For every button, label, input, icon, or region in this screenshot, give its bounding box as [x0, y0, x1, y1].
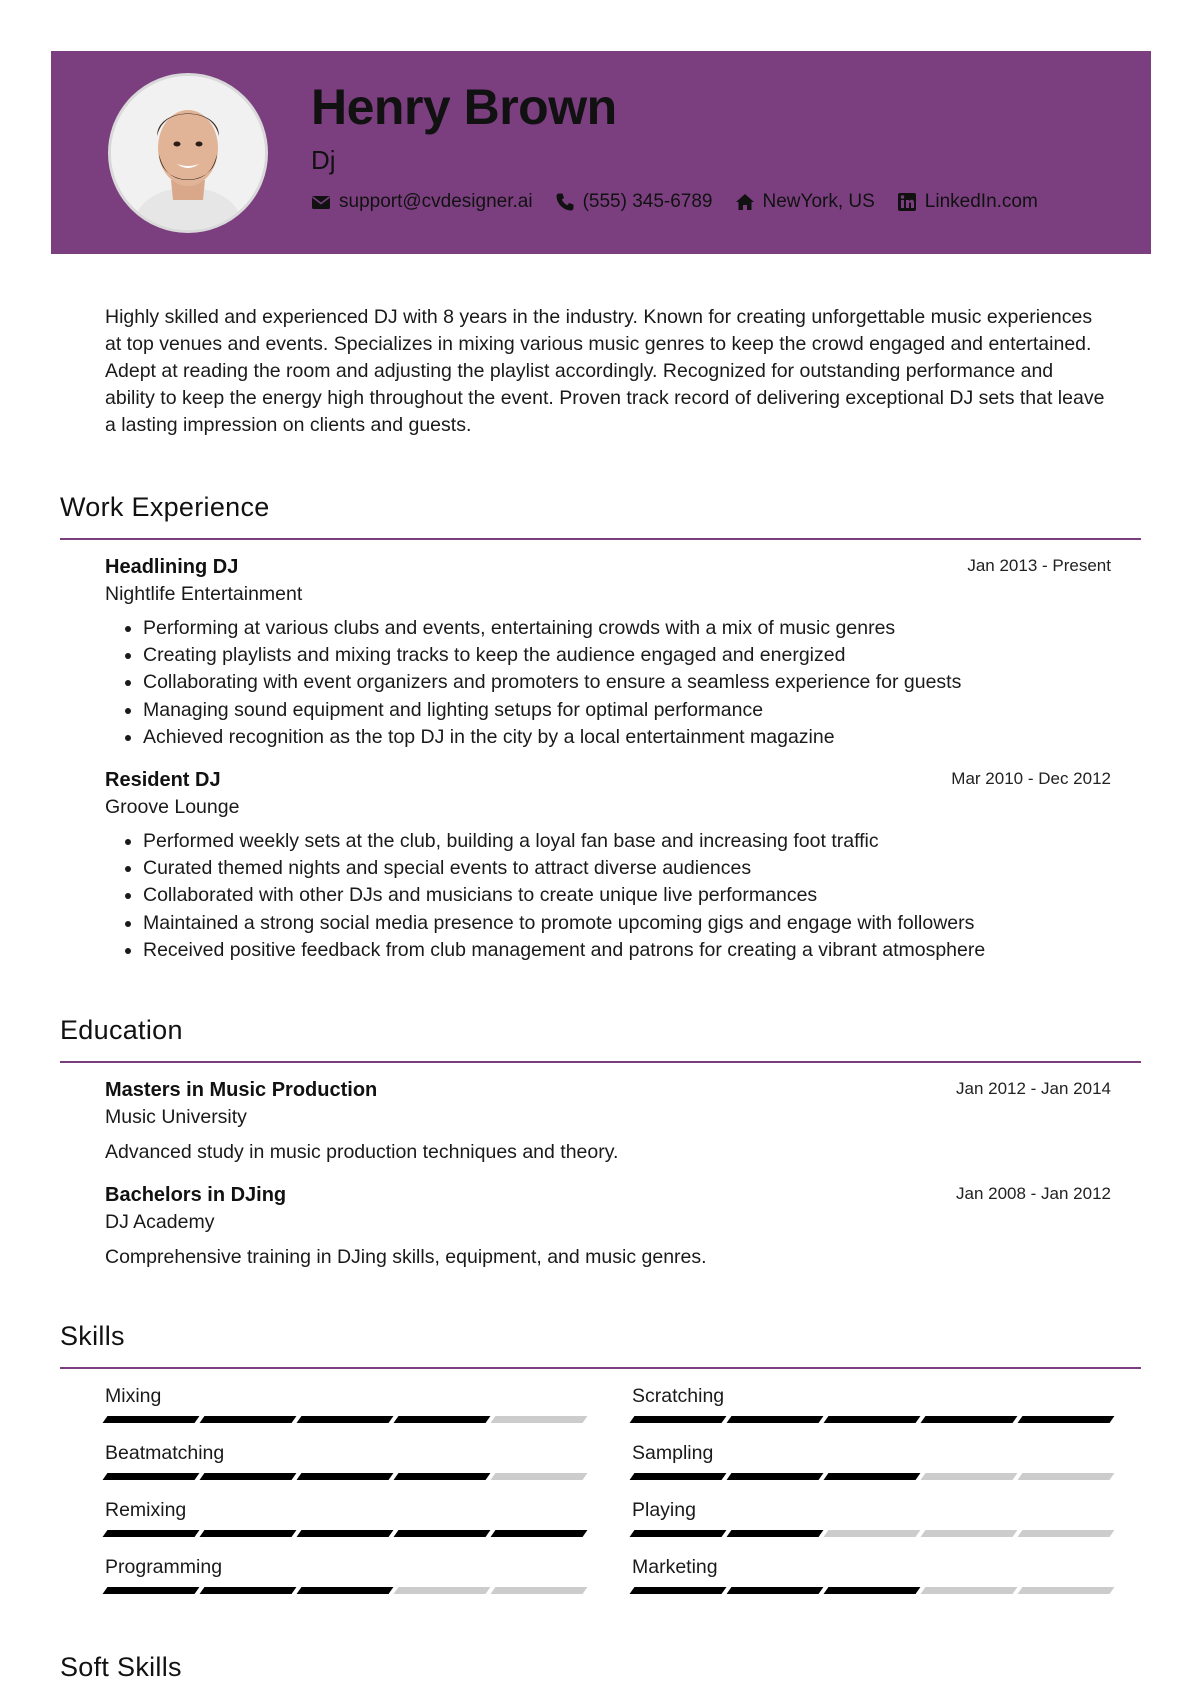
skill-segment-filled — [1018, 1416, 1115, 1423]
skill-segment-empty — [921, 1587, 1018, 1594]
degree-title: Bachelors in DJing — [105, 1184, 287, 1206]
skill-name: Sampling — [632, 1442, 714, 1464]
home-icon — [735, 192, 755, 212]
skill-name: Programming — [105, 1556, 223, 1578]
skill-segment-empty — [1018, 1473, 1115, 1480]
skill-segment-empty — [824, 1530, 921, 1537]
email-text: support@cvdesigner.ai — [339, 191, 533, 212]
skill-name: Mixing — [105, 1385, 162, 1407]
skill-item — [105, 1498, 585, 1537]
phone-icon — [555, 192, 575, 212]
education-date: Jan 2008 - Jan 2012 — [955, 1184, 1111, 1203]
envelope-icon — [311, 192, 331, 212]
skill-name: Beatmatching — [105, 1442, 225, 1464]
skill-segment-filled — [824, 1416, 921, 1423]
skill-segment-filled — [394, 1473, 491, 1480]
degree-title: Masters in Music Production — [105, 1079, 378, 1101]
skill-name: Playing — [632, 1499, 696, 1521]
skill-name: Scratching — [632, 1385, 725, 1407]
skill-segment-filled — [297, 1416, 394, 1423]
skill-segment-filled — [297, 1473, 394, 1480]
school-name: Music University — [105, 1106, 247, 1128]
skill-segment-filled — [727, 1473, 824, 1480]
job-bullet: • Collaborating with event organizers and promoters to ensure a seamless experience for guests — [143, 669, 1111, 696]
skill-level-bar — [105, 1587, 585, 1594]
education-heading: Education — [60, 1015, 183, 1045]
education-description: Comprehensive training in DJing skills, equipment, and music genres. — [105, 1246, 707, 1268]
skill-segment-filled — [103, 1530, 200, 1537]
contact-phone[interactable] — [555, 191, 713, 213]
education-divider — [60, 1061, 1141, 1063]
job-bullet: • Maintained a strong social media presence to promote upcoming gigs and engage with followers — [143, 910, 1111, 937]
skills-heading: Skills — [60, 1321, 125, 1351]
skill-segment-empty — [1018, 1587, 1115, 1594]
skill-segment-empty — [491, 1587, 588, 1594]
contact-email[interactable] — [311, 191, 533, 213]
skill-level-bar — [632, 1473, 1112, 1480]
skill-segment-empty — [491, 1473, 588, 1480]
skill-item — [105, 1441, 585, 1480]
skill-segment-empty — [1018, 1530, 1115, 1537]
profile-photo — [108, 73, 268, 233]
job-title: Resident DJ — [105, 769, 221, 791]
skill-segment-filled — [103, 1473, 200, 1480]
resume-header — [51, 51, 1151, 254]
skill-item — [105, 1384, 585, 1423]
person-photo-icon — [111, 76, 265, 230]
candidate-role: Dj — [311, 145, 336, 175]
skill-item — [632, 1498, 1112, 1537]
work-experience-heading: Work Experience — [60, 492, 270, 522]
job-bullet: • Received positive feedback from club management and patrons for creating a vibrant atmosphere — [143, 937, 1111, 964]
skill-segment-filled — [727, 1587, 824, 1594]
skill-segment-filled — [103, 1416, 200, 1423]
skill-item — [632, 1441, 1112, 1480]
professional-summary: Highly skilled and experienced DJ with 8 years in the industry. Known for creating unforgettable music experiences at top venues and events. Specializes in mixing various music genres to keep the crowd engaged and entertained. Adept at reading the room and adjusting the playlist accordingly. Recognized for outstanding performance and ability to keep the energy high throughout the event. Proven track record of delivering exceptional DJ sets that leave a lasting impression on clients and guests. — [105, 306, 1105, 436]
skill-level-bar — [105, 1473, 585, 1480]
soft-skills-heading: Soft Skills — [60, 1652, 182, 1682]
candidate-name: Henry Brown — [311, 79, 617, 135]
job-bullets — [105, 615, 1111, 751]
linkedin-text: LinkedIn.com — [924, 191, 1038, 212]
skill-item — [632, 1384, 1112, 1423]
work-experience-divider — [60, 538, 1141, 540]
skill-segment-filled — [727, 1530, 824, 1537]
skill-segment-filled — [103, 1587, 200, 1594]
skill-segment-filled — [491, 1530, 588, 1537]
job-entry — [105, 554, 1111, 751]
skill-segment-filled — [727, 1416, 824, 1423]
skill-segment-filled — [824, 1587, 921, 1594]
location-text: NewYork, US — [762, 191, 875, 212]
contact-linkedin[interactable] — [897, 191, 1038, 213]
skill-segment-filled — [200, 1473, 297, 1480]
job-company: Groove Lounge — [105, 796, 240, 818]
job-bullet: • Performed weekly sets at the club, building a loyal fan base and increasing foot traffic — [143, 828, 1111, 855]
skill-item — [632, 1555, 1112, 1594]
skill-segment-filled — [630, 1530, 727, 1537]
job-bullet: • Performing at various clubs and events, entertaining crowds with a mix of music genres — [143, 615, 1111, 642]
skill-segment-filled — [297, 1530, 394, 1537]
skill-level-bar — [632, 1416, 1112, 1423]
skill-segment-empty — [921, 1473, 1018, 1480]
school-name: DJ Academy — [105, 1211, 215, 1233]
contact-location — [735, 191, 875, 213]
skill-segment-filled — [921, 1416, 1018, 1423]
skill-segment-filled — [200, 1530, 297, 1537]
skill-item — [105, 1555, 585, 1594]
skill-segment-filled — [824, 1473, 921, 1480]
skill-level-bar — [105, 1530, 585, 1537]
skill-level-bar — [632, 1530, 1112, 1537]
education-date: Jan 2012 - Jan 2014 — [955, 1079, 1111, 1098]
skill-segment-empty — [491, 1416, 588, 1423]
job-bullet: • Creating playlists and mixing tracks to keep the audience engaged and energized — [143, 642, 1111, 669]
skill-segment-filled — [394, 1416, 491, 1423]
phone-text: (555) 345-6789 — [582, 191, 713, 212]
skills-divider — [60, 1367, 1141, 1369]
job-date: Jan 2013 - Present — [967, 556, 1111, 575]
skill-segment-filled — [630, 1473, 727, 1480]
skill-level-bar — [632, 1587, 1112, 1594]
job-date: Mar 2010 - Dec 2012 — [951, 769, 1111, 788]
job-title: Headlining DJ — [105, 556, 239, 578]
job-bullets — [105, 828, 1111, 964]
skill-segment-filled — [200, 1416, 297, 1423]
education-description: Advanced study in music production techniques and theory. — [105, 1141, 619, 1163]
job-bullet: • Managing sound equipment and lighting setups for optimal performance — [143, 697, 1111, 724]
job-bullet: • Curated themed nights and special events to attract diverse audiences — [143, 855, 1111, 882]
skill-name: Marketing — [632, 1556, 718, 1578]
education-entry — [105, 1077, 1111, 1166]
job-bullet: • Achieved recognition as the top DJ in the city by a local entertainment magazine — [143, 724, 1111, 751]
job-company: Nightlife Entertainment — [105, 583, 303, 605]
skill-level-bar — [105, 1416, 585, 1423]
skill-segment-empty — [921, 1530, 1018, 1537]
job-bullet: • Collaborated with other DJs and musicians to create unique live performances — [143, 882, 1111, 909]
contact-list — [311, 191, 1038, 213]
skill-segment-empty — [394, 1587, 491, 1594]
job-entry — [105, 767, 1111, 964]
skill-segment-filled — [630, 1416, 727, 1423]
skill-segment-filled — [297, 1587, 394, 1594]
skill-segment-filled — [394, 1530, 491, 1537]
linkedin-icon — [897, 192, 917, 212]
skill-segment-filled — [200, 1587, 297, 1594]
skill-segment-filled — [630, 1587, 727, 1594]
education-entry — [105, 1182, 1111, 1271]
skill-name: Remixing — [105, 1499, 187, 1521]
